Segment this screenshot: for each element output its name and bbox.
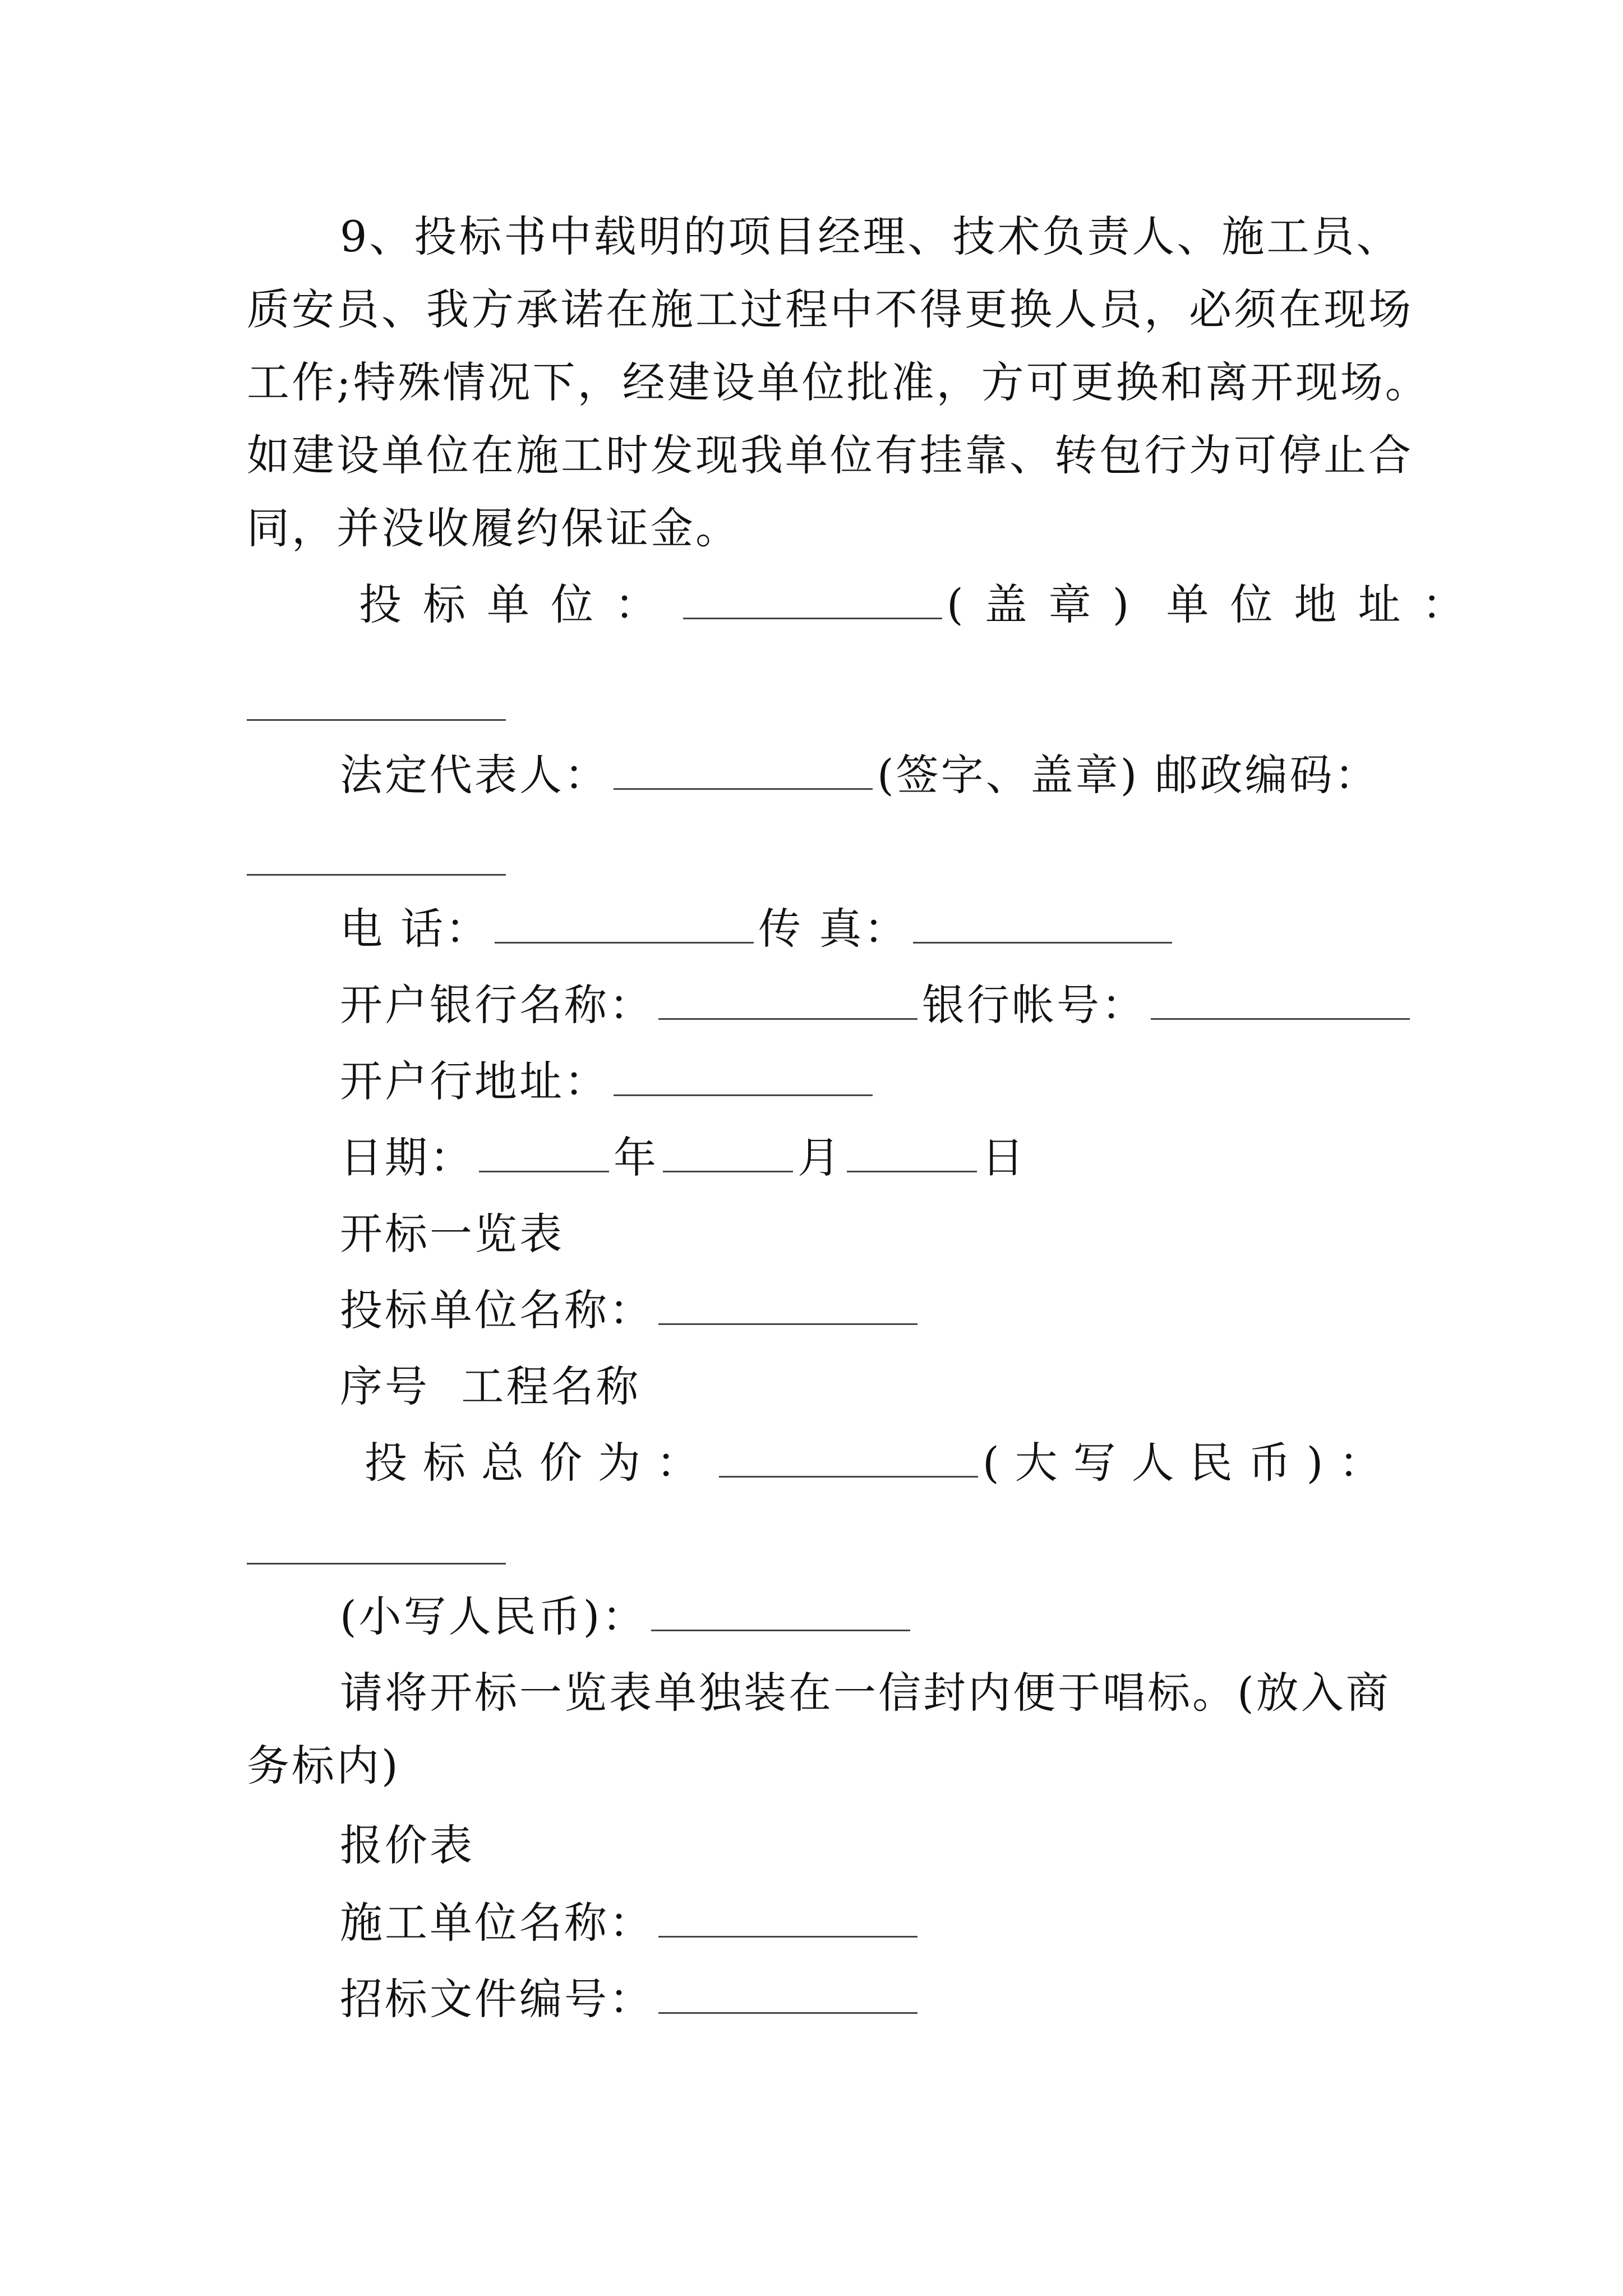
day-label: 日 xyxy=(981,1133,1026,1182)
sign-seal-label: (签字、盖章) xyxy=(877,750,1140,800)
lowercase-label: (小写人民币)： xyxy=(340,1591,647,1641)
bank-name-label: 开户银行名称： xyxy=(340,980,654,1030)
contractor-row xyxy=(340,1898,922,1948)
quote-title: 报价表 xyxy=(340,1820,474,1870)
doc-no-row xyxy=(340,1974,922,2024)
month-label: 月 xyxy=(797,1133,842,1182)
day-blank[interactable] xyxy=(847,1168,977,1172)
para9-line2: 质安员、我方承诺在施工过程中不得更换人员，必须在现场 xyxy=(247,284,1413,334)
para9-line1: 9、投标书中载明的项目经理、技术负责人、施工员、 xyxy=(340,211,1401,261)
postcode-label: 邮政编码： xyxy=(1155,750,1380,800)
seal-label: (盖章) xyxy=(947,579,1151,629)
fax-blank[interactable] xyxy=(913,940,1172,944)
opening-title: 开标一览表 xyxy=(340,1209,564,1259)
bidder-row xyxy=(359,579,1486,629)
total-label: 投标总价为： xyxy=(365,1438,714,1488)
bank-row xyxy=(340,980,1414,1030)
bidder-label: 投标单位： xyxy=(359,579,679,629)
opening-bidder-blank[interactable] xyxy=(658,1321,917,1325)
bidder-blank[interactable] xyxy=(683,615,942,619)
date-row xyxy=(340,1133,1026,1182)
uppercase-label: (大写人民币)： xyxy=(983,1438,1398,1488)
phone-row xyxy=(340,904,1177,954)
bank-address-row xyxy=(340,1056,877,1106)
para9-line4: 如建设单位在施工时发现我单位有挂靠、转包行为可停止合 xyxy=(247,430,1413,480)
para9-line3: 工作;特殊情况下，经建设单位批准，方可更换和离开现场。 xyxy=(247,357,1430,407)
lowercase-row xyxy=(340,1591,915,1641)
address-blank[interactable] xyxy=(247,718,506,721)
opening-bidder-row xyxy=(340,1285,922,1335)
year-label: 年 xyxy=(614,1133,658,1182)
postcode-blank[interactable] xyxy=(247,873,506,876)
doc-no-blank[interactable] xyxy=(658,2010,917,2014)
bank-address-label: 开户行地址： xyxy=(340,1056,609,1106)
note-line2: 务标内) xyxy=(247,1741,400,1791)
contractor-blank[interactable] xyxy=(658,1934,917,1938)
legal-rep-label: 法定代表人： xyxy=(340,750,609,800)
date-label: 日期： xyxy=(340,1133,474,1182)
total-blank[interactable] xyxy=(719,1474,978,1478)
bank-account-blank[interactable] xyxy=(1151,1016,1410,1020)
uppercase-blank[interactable] xyxy=(247,1562,506,1565)
opening-bidder-label: 投标单位名称： xyxy=(340,1285,654,1335)
phone-label: 电 话： xyxy=(340,904,491,954)
contractor-label: 施工单位名称： xyxy=(340,1898,654,1948)
phone-blank[interactable] xyxy=(495,940,754,944)
lowercase-blank[interactable] xyxy=(651,1627,910,1631)
bank-account-label: 银行帐号： xyxy=(922,980,1146,1030)
note-line1: 请将开标一览表单独装在一信封内便于唱标。(放入商 xyxy=(340,1668,1391,1718)
address-label: 单位地址： xyxy=(1166,579,1486,629)
legal-rep-blank[interactable] xyxy=(614,786,873,790)
para9-line5: 同，并没收履约保证金。 xyxy=(247,503,740,553)
month-blank[interactable] xyxy=(663,1168,793,1172)
bank-address-blank[interactable] xyxy=(614,1092,873,1096)
legal-rep-row xyxy=(340,750,1380,800)
opening-columns: 序号 工程名称 xyxy=(340,1361,641,1411)
doc-no-label: 招标文件编号： xyxy=(340,1974,654,2024)
year-blank[interactable] xyxy=(479,1168,609,1172)
fax-label: 传 真： xyxy=(758,904,909,954)
total-row xyxy=(365,1438,1398,1488)
bank-name-blank[interactable] xyxy=(658,1016,917,1020)
